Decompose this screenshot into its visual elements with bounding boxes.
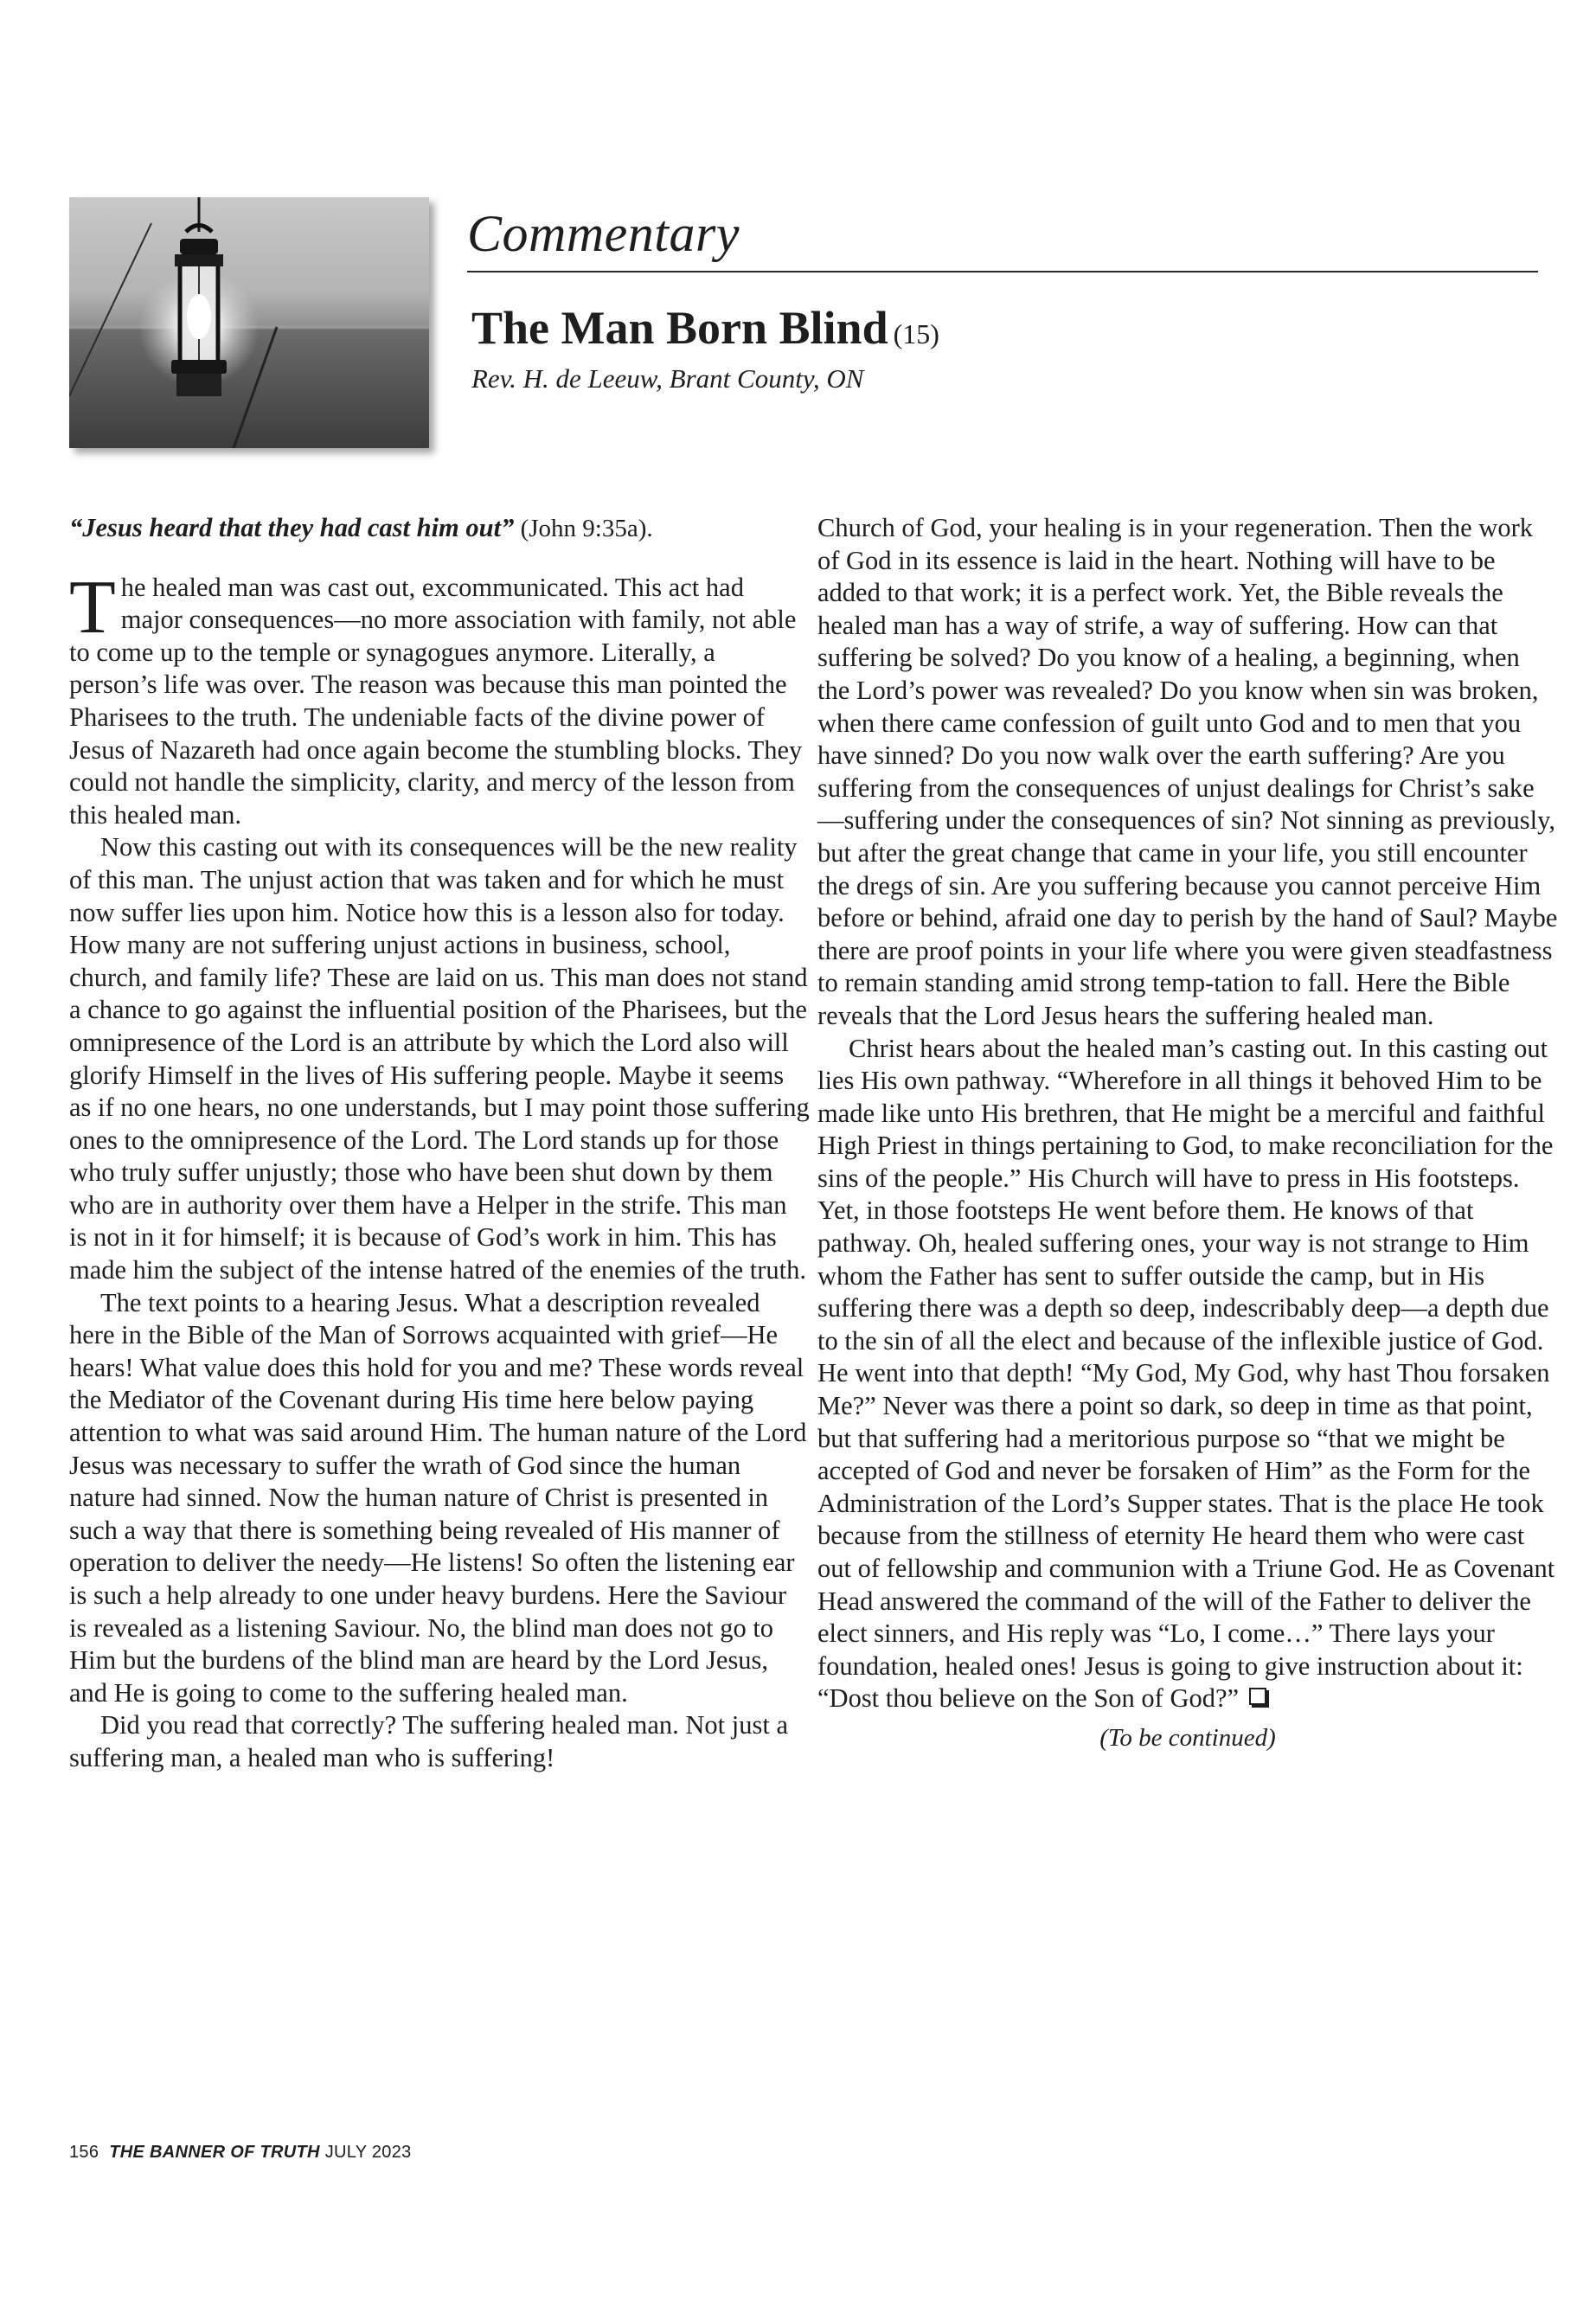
epigraph-reference: (John 9:35a). bbox=[514, 515, 653, 542]
article-title-text: The Man Born Blind bbox=[471, 302, 888, 354]
right-column bbox=[817, 512, 1558, 1755]
paragraph: Did you read that correctly? The suffering healed man. Not just a suffering man, a healed man who is suffering! bbox=[69, 1710, 788, 1772]
section-kicker: Commentary bbox=[467, 205, 740, 262]
paragraph: The text points to a hearing Jesus. What a description revealed here in the Bible of the Man of Sorrows acquainted with grief—He hears! What value does this hold for you and me? These words reveal the Mediator of the Covenant during His time here below paying attention to what was said around Him. The human nature of the Lord Jesus was necessary to suffer the wrath of God since the human nature had sinned. Now the human nature of Christ is presented in such a way that there is something being revealed of His manner of operation to deliver the needy—He listens! So often the listening ear is such a help already to one under heavy burdens. Here the Saviour is revealed as a listening Saviour. No, the blind man does not go to Him but the burdens of the blind man are heard by the Lord Jesus, and He is going to come to the suffering healed man. bbox=[69, 1287, 807, 1708]
paragraph: Now this casting out with its consequences will be the new reality of this man. The unjust action that was taken and for which he must now suffer lies upon him. Notice how this is a lesson also for today. How many are not suffering unjust actions in business, school, church, and family life? These are laid on us. This man does not stand a chance to go against the influential position of the Pharisees, but the omnipresence of the Lord is an attribute by which the Lord also will glorify Himself in the lives of His suffering people. Maybe it seems as if no one hears, no one understands, but I may point those suffering ones to the omnipresence of the Lord. The Lord stands up for those who truly suffer unjustly; those who have been shut down by them who are in authority over them have a Helper in the strife. This man is not in it for himself; it is because of God’s work in him. This has made him the subject of the intense hatred of the enemies of the truth. bbox=[69, 832, 810, 1285]
paragraph-text: he healed man was cast out, excommunicated. This act had major consequences—no more association with family, not able to come up to the temple or synagogues anymore. Literally, a person’s life was over. The reason was because this man pointed the Pharisees to the truth. The undeniable facts of the divine power of Jesus of Nazareth had once again become the stumbling blocks. They could not handle the simplicity, clarity, and mercy of the lesson from this healed man. bbox=[69, 572, 803, 830]
paragraph bbox=[817, 1033, 1558, 1715]
paragraph-text: Christ hears about the healed man’s casting out. In this casting out lies His own pathway. “Wherefore in all things it behoved Him to be made like unto His brethren, that He might be a merciful and faithful High Priest in things pertaining to God, to make reconciliation for the sins of the people.” His Church will have to press in His footsteps. Yet, in those footsteps He went before them. He knows of that pathway. Oh, healed suffering ones, your way is not strange to Him whom the Father has sent to suffer outside the camp, but in His suffering there was a depth so deep, indescribably deep—a depth due to the sin of all the elect and because of the inflexible justice of God. He went into that depth! “My God, My God, why hast Thou forsaken Me?” Never was there a point so dark, so deep in time as that point, but that suffering had a meritorious purpose so “that we might be accepted of God and never be forsaken of Him” as the Form for the Administration of the Lord’s Supper states. That is the place He took because from the stillness of eternity He heard them who were cast out of fellowship and communion with a Triune God. He as Covenant Head answered the command of the will of the Father to deliver the elect sinners, and His reply was “Lo, I come…” There lays your foundation, healed ones! Jesus is going to give instruction about it: “Dost thou believe on the Son of God?” bbox=[817, 1033, 1555, 1714]
drop-cap: T bbox=[69, 565, 116, 650]
kicker-rule bbox=[467, 271, 1538, 272]
lantern-photo bbox=[69, 197, 429, 448]
issue-date: JULY 2023 bbox=[324, 2143, 412, 2162]
page-footer bbox=[69, 2143, 412, 2163]
paragraph: Church of God, your healing is in your regeneration. Then the work of God in its essence is laid in the heart. Nothing will have to be added to that work; it is a perfect work. Yet, the Bible reveals the healed man has a way of strife, a way of suffering. How can that suffering be solved? Do you know of a healing, a beginning, when the Lord’s power was revealed? Do you know when sin was broken, when there came confession of guilt unto God and to men that you have sinned? Do you now walk over the earth suffering? Are you suffering from the consequences of unjust dealings for Christ’s sake—suffering under the consequences of sin? Not sinning as previously, but after the great change that came in your life, you still encounter the dregs of sin. Are you suffering because you cannot perceive Him before or behind, afraid one day to perish by the hand of Saul? Maybe there are proof points in your life where you were given steadfastness to remain standing amid strong temp-tation to fall. Here the Bible reveals that the Lord Jesus hears the suffering healed man. bbox=[817, 513, 1558, 1030]
article-title bbox=[471, 303, 939, 354]
lantern-illustration bbox=[69, 197, 429, 448]
paragraph bbox=[69, 565, 810, 832]
left-column bbox=[69, 512, 810, 1775]
article-part-number: (15) bbox=[893, 318, 939, 349]
epigraph-quote: “Jesus heard that they had cast him out” bbox=[69, 513, 515, 542]
publication-name: THE BANNER OF TRUTH bbox=[109, 2143, 320, 2162]
end-mark-icon bbox=[1249, 1688, 1266, 1705]
page-number: 156 bbox=[69, 2143, 99, 2162]
continued-note: (To be continued) bbox=[1099, 1723, 1276, 1752]
article-byline: Rev. H. de Leeuw, Brant County, ON bbox=[471, 363, 864, 394]
epigraph bbox=[69, 512, 810, 546]
